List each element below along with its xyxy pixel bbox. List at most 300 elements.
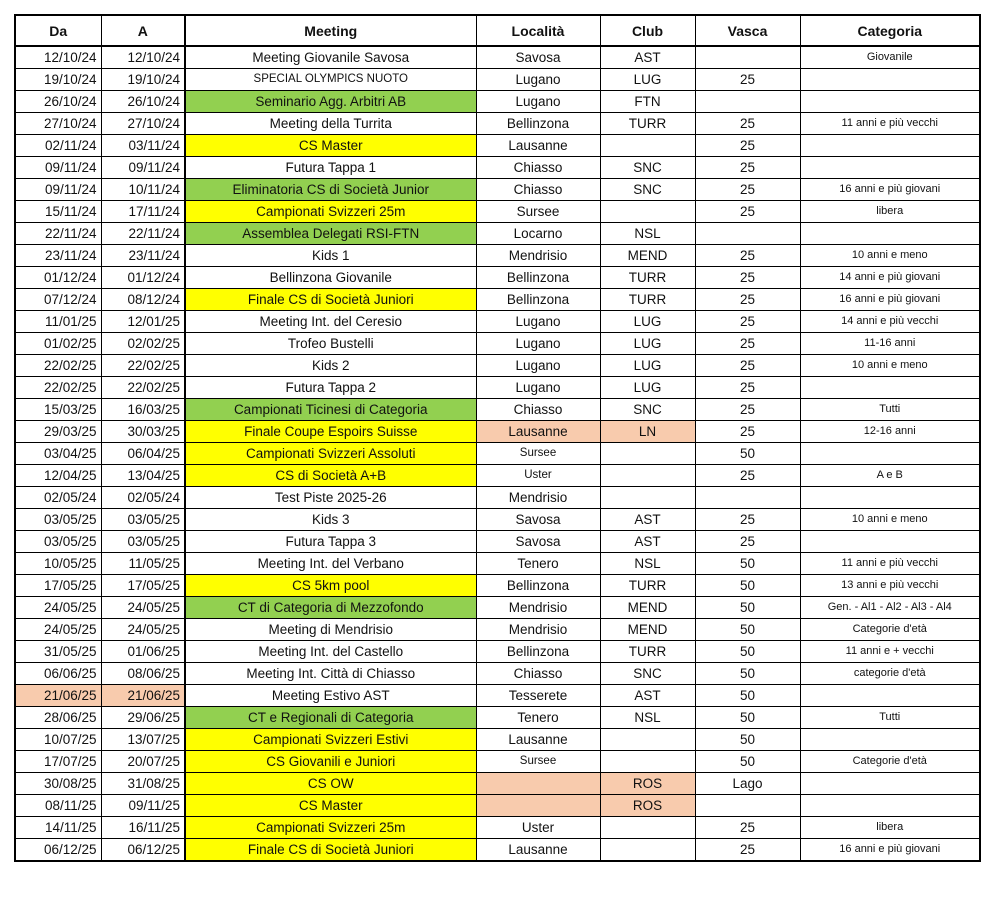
cell-a: 09/11/25 <box>101 795 185 817</box>
cell-localita: Sursee <box>476 201 600 223</box>
cell-localita: Mendrisio <box>476 619 600 641</box>
cell-a: 08/12/24 <box>101 289 185 311</box>
table-row <box>15 575 980 597</box>
cell-vasca: 25 <box>695 817 800 839</box>
cell-localita: Lugano <box>476 355 600 377</box>
cell-categoria <box>800 685 980 707</box>
cell-vasca: 25 <box>695 333 800 355</box>
cell-categoria: 11 anni e + vecchi <box>800 641 980 663</box>
cell-meeting: Meeting Estivo AST <box>185 685 476 707</box>
cell-da: 01/02/25 <box>15 333 101 355</box>
cell-meeting: CS 5km pool <box>185 575 476 597</box>
cell-a: 03/05/25 <box>101 509 185 531</box>
cell-a: 22/02/25 <box>101 377 185 399</box>
cell-categoria: 11 anni e più vecchi <box>800 113 980 135</box>
table-row <box>15 91 980 113</box>
cell-meeting: Finale CS di Società Juniori <box>185 289 476 311</box>
cell-vasca: 25 <box>695 135 800 157</box>
cell-categoria: 16 anni e più giovani <box>800 179 980 201</box>
table-row <box>15 443 980 465</box>
cell-categoria <box>800 795 980 817</box>
cell-da: 17/07/25 <box>15 751 101 773</box>
cell-a: 19/10/24 <box>101 69 185 91</box>
cell-da: 01/12/24 <box>15 267 101 289</box>
cell-a: 31/08/25 <box>101 773 185 795</box>
cell-da: 19/10/24 <box>15 69 101 91</box>
cell-localita: Lugano <box>476 377 600 399</box>
cell-vasca: 50 <box>695 663 800 685</box>
cell-meeting: Kids 1 <box>185 245 476 267</box>
cell-meeting: CS Giovanili e Juniori <box>185 751 476 773</box>
cell-a: 08/06/25 <box>101 663 185 685</box>
cell-vasca: 25 <box>695 311 800 333</box>
cell-da: 12/04/25 <box>15 465 101 487</box>
cell-club: AST <box>600 46 695 69</box>
cell-categoria <box>800 443 980 465</box>
cell-a: 02/05/24 <box>101 487 185 509</box>
cell-meeting: Meeting Giovanile Savosa <box>185 46 476 69</box>
cell-localita: Sursee <box>476 443 600 465</box>
cell-categoria: 13 anni e più vecchi <box>800 575 980 597</box>
cell-da: 02/05/24 <box>15 487 101 509</box>
table-row <box>15 377 980 399</box>
table-body <box>15 46 980 861</box>
cell-a: 01/12/24 <box>101 267 185 289</box>
cell-localita: Sursee <box>476 751 600 773</box>
cell-vasca: 25 <box>695 377 800 399</box>
cell-a: 06/12/25 <box>101 839 185 862</box>
cell-categoria: 12-16 anni <box>800 421 980 443</box>
cell-vasca: 50 <box>695 707 800 729</box>
cell-a: 10/11/24 <box>101 179 185 201</box>
cell-meeting: Campionati Svizzeri 25m <box>185 817 476 839</box>
cell-localita: Lugano <box>476 311 600 333</box>
cell-localita: Bellinzona <box>476 267 600 289</box>
cell-da: 06/06/25 <box>15 663 101 685</box>
cell-vasca <box>695 795 800 817</box>
table-row <box>15 333 980 355</box>
cell-da: 10/07/25 <box>15 729 101 751</box>
cell-categoria <box>800 531 980 553</box>
cell-vasca: 50 <box>695 729 800 751</box>
cell-localita <box>476 795 600 817</box>
cell-vasca: 25 <box>695 289 800 311</box>
cell-club: MEND <box>600 619 695 641</box>
cell-meeting: CS di Società A+B <box>185 465 476 487</box>
cell-localita: Locarno <box>476 223 600 245</box>
table-row <box>15 399 980 421</box>
cell-a: 27/10/24 <box>101 113 185 135</box>
cell-da: 02/11/24 <box>15 135 101 157</box>
cell-vasca: 50 <box>695 443 800 465</box>
cell-a: 24/05/25 <box>101 597 185 619</box>
cell-da: 22/11/24 <box>15 223 101 245</box>
cell-categoria <box>800 729 980 751</box>
table-row <box>15 685 980 707</box>
cell-meeting: Campionati Svizzeri Assoluti <box>185 443 476 465</box>
cell-categoria <box>800 773 980 795</box>
cell-da: 29/03/25 <box>15 421 101 443</box>
cell-localita: Uster <box>476 817 600 839</box>
cell-meeting: Seminario Agg. Arbitri AB <box>185 91 476 113</box>
cell-a: 30/03/25 <box>101 421 185 443</box>
table-row <box>15 311 980 333</box>
cell-club: AST <box>600 685 695 707</box>
table-row <box>15 267 980 289</box>
cell-categoria <box>800 487 980 509</box>
cell-club: TURR <box>600 289 695 311</box>
cell-a: 17/05/25 <box>101 575 185 597</box>
cell-meeting: CT e Regionali di Categoria <box>185 707 476 729</box>
cell-da: 09/11/24 <box>15 179 101 201</box>
cell-club <box>600 465 695 487</box>
cell-da: 09/11/24 <box>15 157 101 179</box>
cell-categoria: 16 anni e più giovani <box>800 289 980 311</box>
cell-club: ROS <box>600 773 695 795</box>
cell-categoria: 14 anni e più vecchi <box>800 311 980 333</box>
cell-meeting: Meeting Int. del Ceresio <box>185 311 476 333</box>
cell-categoria: Gen. - Al1 - Al2 - Al3 - Al4 <box>800 597 980 619</box>
cell-da: 28/06/25 <box>15 707 101 729</box>
cell-da: 11/01/25 <box>15 311 101 333</box>
cell-da: 06/12/25 <box>15 839 101 862</box>
cell-vasca: 25 <box>695 245 800 267</box>
cell-da: 15/03/25 <box>15 399 101 421</box>
cell-localita: Savosa <box>476 46 600 69</box>
cell-club <box>600 817 695 839</box>
cell-localita: Bellinzona <box>476 575 600 597</box>
cell-localita: Lausanne <box>476 729 600 751</box>
cell-meeting: Bellinzona Giovanile <box>185 267 476 289</box>
cell-club: AST <box>600 531 695 553</box>
cell-da: 26/10/24 <box>15 91 101 113</box>
table-row <box>15 597 980 619</box>
cell-categoria <box>800 135 980 157</box>
cell-localita: Lausanne <box>476 135 600 157</box>
cell-a: 13/04/25 <box>101 465 185 487</box>
cell-meeting: CS OW <box>185 773 476 795</box>
table-row <box>15 157 980 179</box>
cell-club: LUG <box>600 311 695 333</box>
table-row <box>15 179 980 201</box>
cell-club: MEND <box>600 597 695 619</box>
header-da: Da <box>15 15 101 46</box>
cell-a: 11/05/25 <box>101 553 185 575</box>
table-row <box>15 663 980 685</box>
cell-club: SNC <box>600 157 695 179</box>
table-row <box>15 223 980 245</box>
cell-categoria <box>800 157 980 179</box>
cell-vasca <box>695 46 800 69</box>
table-row <box>15 641 980 663</box>
cell-club <box>600 751 695 773</box>
cell-club: NSL <box>600 223 695 245</box>
cell-categoria: 10 anni e meno <box>800 245 980 267</box>
cell-a: 02/02/25 <box>101 333 185 355</box>
cell-vasca: 50 <box>695 685 800 707</box>
cell-localita: Chiasso <box>476 399 600 421</box>
cell-localita: Tesserete <box>476 685 600 707</box>
header-categoria: Categoria <box>800 15 980 46</box>
table-row <box>15 817 980 839</box>
cell-categoria: 10 anni e meno <box>800 509 980 531</box>
cell-vasca: 50 <box>695 575 800 597</box>
cell-localita <box>476 773 600 795</box>
cell-meeting: Finale CS di Società Juniori <box>185 839 476 862</box>
cell-meeting: Futura Tappa 2 <box>185 377 476 399</box>
header-meeting: Meeting <box>185 15 476 46</box>
cell-categoria: 14 anni e più giovani <box>800 267 980 289</box>
cell-vasca: 50 <box>695 553 800 575</box>
cell-club <box>600 443 695 465</box>
table-row <box>15 509 980 531</box>
cell-vasca: 25 <box>695 69 800 91</box>
cell-categoria: Tutti <box>800 707 980 729</box>
cell-localita: Lugano <box>476 91 600 113</box>
table-row <box>15 707 980 729</box>
cell-localita: Bellinzona <box>476 641 600 663</box>
cell-a: 03/11/24 <box>101 135 185 157</box>
cell-categoria: 10 anni e meno <box>800 355 980 377</box>
cell-meeting: Finale Coupe Espoirs Suisse <box>185 421 476 443</box>
cell-vasca: 25 <box>695 267 800 289</box>
table-row <box>15 839 980 862</box>
cell-da: 22/02/25 <box>15 377 101 399</box>
table-row <box>15 465 980 487</box>
cell-vasca: 50 <box>695 619 800 641</box>
cell-meeting: CS Master <box>185 135 476 157</box>
header-club: Club <box>600 15 695 46</box>
cell-club <box>600 201 695 223</box>
cell-club: LUG <box>600 377 695 399</box>
cell-meeting: Meeting Int. del Verbano <box>185 553 476 575</box>
cell-da: 27/10/24 <box>15 113 101 135</box>
cell-da: 23/11/24 <box>15 245 101 267</box>
cell-a: 29/06/25 <box>101 707 185 729</box>
cell-club <box>600 487 695 509</box>
table-row <box>15 619 980 641</box>
table-row <box>15 113 980 135</box>
table-row <box>15 729 980 751</box>
cell-a: 26/10/24 <box>101 91 185 113</box>
cell-meeting: Test Piste 2025-26 <box>185 487 476 509</box>
cell-a: 22/11/24 <box>101 223 185 245</box>
cell-vasca: 25 <box>695 509 800 531</box>
table-row <box>15 487 980 509</box>
cell-meeting: Campionati Svizzeri Estivi <box>185 729 476 751</box>
events-table <box>14 14 981 862</box>
cell-vasca: 25 <box>695 839 800 862</box>
table-row <box>15 751 980 773</box>
cell-localita: Tenero <box>476 553 600 575</box>
cell-vasca: 25 <box>695 201 800 223</box>
cell-club: AST <box>600 509 695 531</box>
cell-localita: Uster <box>476 465 600 487</box>
cell-da: 07/12/24 <box>15 289 101 311</box>
cell-club: TURR <box>600 267 695 289</box>
cell-da: 08/11/25 <box>15 795 101 817</box>
cell-categoria <box>800 69 980 91</box>
cell-da: 24/05/25 <box>15 619 101 641</box>
cell-club <box>600 839 695 862</box>
cell-da: 03/04/25 <box>15 443 101 465</box>
table-row <box>15 135 980 157</box>
cell-vasca: 25 <box>695 157 800 179</box>
cell-a: 12/10/24 <box>101 46 185 69</box>
cell-categoria: Categorie d'età <box>800 619 980 641</box>
cell-vasca: 25 <box>695 113 800 135</box>
cell-meeting: Assemblea Delegati RSI-FTN <box>185 223 476 245</box>
cell-meeting: Meeting della Turrita <box>185 113 476 135</box>
cell-da: 15/11/24 <box>15 201 101 223</box>
cell-categoria: categorie d'età <box>800 663 980 685</box>
cell-club: SNC <box>600 663 695 685</box>
cell-meeting: CT di Categoria di Mezzofondo <box>185 597 476 619</box>
cell-meeting: Campionati Ticinesi di Categoria <box>185 399 476 421</box>
cell-localita: Tenero <box>476 707 600 729</box>
table-row <box>15 355 980 377</box>
cell-da: 03/05/25 <box>15 531 101 553</box>
cell-meeting: Kids 2 <box>185 355 476 377</box>
header-localita: Località <box>476 15 600 46</box>
cell-a: 24/05/25 <box>101 619 185 641</box>
cell-meeting: CS Master <box>185 795 476 817</box>
cell-localita: Chiasso <box>476 663 600 685</box>
cell-vasca: 25 <box>695 179 800 201</box>
cell-categoria: Categorie d'età <box>800 751 980 773</box>
cell-vasca: 50 <box>695 597 800 619</box>
cell-a: 09/11/24 <box>101 157 185 179</box>
cell-vasca: 50 <box>695 751 800 773</box>
cell-vasca <box>695 223 800 245</box>
cell-a: 22/02/25 <box>101 355 185 377</box>
cell-localita: Savosa <box>476 531 600 553</box>
table-row <box>15 531 980 553</box>
cell-localita: Bellinzona <box>476 113 600 135</box>
cell-categoria: 11-16 anni <box>800 333 980 355</box>
cell-localita: Lugano <box>476 333 600 355</box>
cell-a: 23/11/24 <box>101 245 185 267</box>
cell-localita: Lugano <box>476 69 600 91</box>
cell-vasca <box>695 91 800 113</box>
cell-a: 06/04/25 <box>101 443 185 465</box>
cell-localita: Bellinzona <box>476 289 600 311</box>
cell-categoria: A e B <box>800 465 980 487</box>
cell-da: 03/05/25 <box>15 509 101 531</box>
table-row <box>15 245 980 267</box>
table-row <box>15 201 980 223</box>
cell-vasca: 25 <box>695 355 800 377</box>
header-a: A <box>101 15 185 46</box>
cell-meeting: Meeting Int. Città di Chiasso <box>185 663 476 685</box>
cell-categoria <box>800 91 980 113</box>
table-row <box>15 795 980 817</box>
table-row <box>15 553 980 575</box>
cell-da: 10/05/25 <box>15 553 101 575</box>
cell-vasca: 25 <box>695 399 800 421</box>
cell-a: 16/03/25 <box>101 399 185 421</box>
cell-categoria: libera <box>800 817 980 839</box>
cell-club: MEND <box>600 245 695 267</box>
header-vasca: Vasca <box>695 15 800 46</box>
cell-club: LUG <box>600 69 695 91</box>
cell-da: 31/05/25 <box>15 641 101 663</box>
cell-meeting: Eliminatoria CS di Società Junior <box>185 179 476 201</box>
table-row <box>15 773 980 795</box>
cell-localita: Mendrisio <box>476 245 600 267</box>
cell-localita: Lausanne <box>476 421 600 443</box>
cell-meeting: Kids 3 <box>185 509 476 531</box>
cell-da: 22/02/25 <box>15 355 101 377</box>
cell-a: 17/11/24 <box>101 201 185 223</box>
cell-club: ROS <box>600 795 695 817</box>
header-row <box>15 15 980 46</box>
cell-a: 20/07/25 <box>101 751 185 773</box>
cell-da: 30/08/25 <box>15 773 101 795</box>
cell-vasca: 25 <box>695 421 800 443</box>
cell-localita: Mendrisio <box>476 597 600 619</box>
table-row <box>15 421 980 443</box>
table-row <box>15 289 980 311</box>
cell-categoria: 16 anni e più giovani <box>800 839 980 862</box>
cell-meeting: Meeting Int. del Castello <box>185 641 476 663</box>
table-row <box>15 46 980 69</box>
cell-a: 01/06/25 <box>101 641 185 663</box>
cell-club: SNC <box>600 179 695 201</box>
cell-meeting: Futura Tappa 1 <box>185 157 476 179</box>
cell-vasca: 25 <box>695 465 800 487</box>
cell-club: TURR <box>600 113 695 135</box>
cell-meeting: Futura Tappa 3 <box>185 531 476 553</box>
cell-da: 21/06/25 <box>15 685 101 707</box>
cell-localita: Chiasso <box>476 179 600 201</box>
cell-a: 13/07/25 <box>101 729 185 751</box>
cell-meeting: Meeting di Mendrisio <box>185 619 476 641</box>
cell-categoria: Giovanile <box>800 46 980 69</box>
cell-localita: Savosa <box>476 509 600 531</box>
cell-club: NSL <box>600 707 695 729</box>
cell-a: 21/06/25 <box>101 685 185 707</box>
cell-club: SNC <box>600 399 695 421</box>
cell-meeting: Trofeo Bustelli <box>185 333 476 355</box>
cell-club: TURR <box>600 641 695 663</box>
cell-club: LUG <box>600 355 695 377</box>
cell-club <box>600 729 695 751</box>
cell-club: NSL <box>600 553 695 575</box>
cell-a: 12/01/25 <box>101 311 185 333</box>
cell-da: 14/11/25 <box>15 817 101 839</box>
cell-categoria: 11 anni e più vecchi <box>800 553 980 575</box>
cell-meeting: SPECIAL OLYMPICS NUOTO <box>185 69 476 91</box>
cell-localita: Chiasso <box>476 157 600 179</box>
cell-club: LN <box>600 421 695 443</box>
cell-club <box>600 135 695 157</box>
cell-meeting: Campionati Svizzeri 25m <box>185 201 476 223</box>
cell-categoria <box>800 377 980 399</box>
cell-da: 17/05/25 <box>15 575 101 597</box>
cell-localita: Lausanne <box>476 839 600 862</box>
cell-localita: Mendrisio <box>476 487 600 509</box>
cell-vasca <box>695 487 800 509</box>
cell-vasca: 50 <box>695 641 800 663</box>
cell-club: LUG <box>600 333 695 355</box>
cell-categoria: libera <box>800 201 980 223</box>
cell-categoria <box>800 223 980 245</box>
cell-da: 12/10/24 <box>15 46 101 69</box>
cell-da: 24/05/25 <box>15 597 101 619</box>
cell-vasca: Lago <box>695 773 800 795</box>
cell-categoria: Tutti <box>800 399 980 421</box>
